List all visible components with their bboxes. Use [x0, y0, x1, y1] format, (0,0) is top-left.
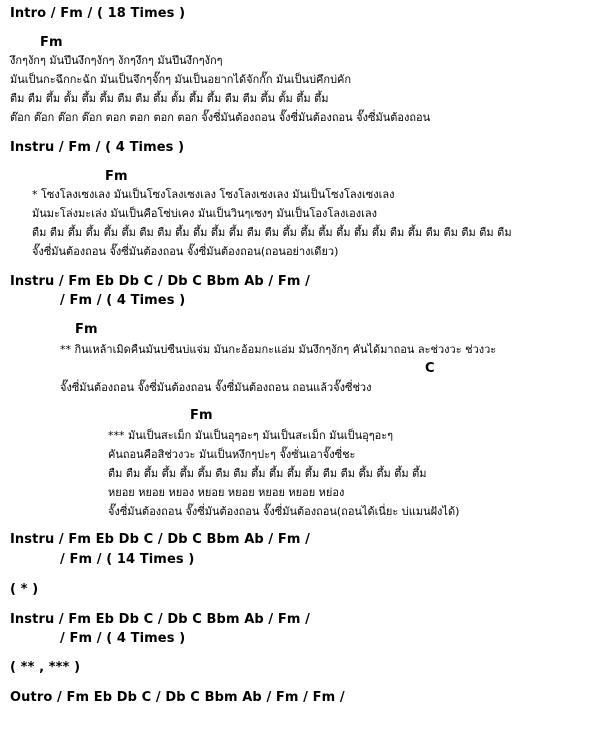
verse2-chord: Fm — [75, 322, 98, 337]
outro-line: Outro / Fm Eb Db C / Db C Bbm Ab / Fm / Fm / — [10, 690, 345, 705]
verse2-lyric-line: ** กินเหล้าเมิดคืนมันบ่ซืนบ่แจ่ม มันกะอ้อมกะแอ่ม มันงึกๆงักๆ คันได้มาถอน ละช่วงวะ ช่วงวะ — [60, 343, 497, 356]
repeat-marker: ( * ) — [10, 582, 39, 597]
instru-line-continued: / Fm / ( 4 Times ) — [60, 631, 186, 646]
instru-line-continued: / Fm / ( 14 Times ) — [60, 552, 195, 567]
verse3-lyric-line: ตืม ตืม ตึ้ม ตึ้ม ตึ้ม ตึ้ม ตืม ตืม ตึ้ม ตึ้ม ตึ้ม ตึ้ม ตืม ตืม ตึ้ม ตึ้ม ตึ้ม ตึ้ม — [108, 467, 427, 480]
intro-lyric-line: มันเป็นกะฉึกกะฉัก มันเป็นจึกๆจั๊กๆ มันเป็นอยากได้จักกั๊ก มันเป็นบ่คึกบ่คัก — [10, 73, 352, 86]
verse2-lyric-line: จั๊งซี่มันต้องถอน จั๊งซี่มันต้องถอน จั๊งซี่มันต้องถอน ถอนแล้วจั๊งซี่ช่วง — [60, 381, 372, 394]
verse3-lyric-line: จั๊งซี่มันต้องถอน จั๊งซี่มันต้องถอน จั๊งซี่มันต้องถอน(ถอนได้เนี่ยะ บ่แมนฝังได้) — [108, 505, 460, 518]
intro-lyric-line: ตืม ตืม ตึ้ม ตั้ม ตึ้ม ตึ้ม ตืม ตืม ตึ้ม ตั้ม ตึ้ม ตึ้ม ตืม ตืม ตึ้ม ตั้ม ตึ้ม ตึ้ม — [10, 92, 329, 105]
intro-lyric-line: ต๊อก ต๊อก ต๊อก ต๊อก ตอก ตอก ตอก ตอก จั๊งซี่มันต้องถอน จั๊งซี่มันต้องถอน จั๊งซี่มันต้องถอน — [10, 111, 431, 124]
verse1-lyric-line: * โซงโลงเซงเลง มันเป็นโซงโลงเซงเลง โซงโลงเซงเลง มันเป็นโซงโลงเซงเลง — [32, 188, 395, 201]
verse3-lyric-line: *** มันเป็นสะเม็ก มันเป็นอุๆอะๆ มันเป็นสะเม็ก มันเป็นอุๆอะๆ — [108, 429, 394, 442]
intro-chord: Fm — [40, 35, 63, 50]
verse2-chord-c: C — [425, 361, 435, 376]
repeat-marker: ( ** , *** ) — [10, 660, 81, 675]
verse1-lyric-line: จั๊งซี่มันต้องถอน จั๊งซี่มันต้องถอน จั๊งซี่มันต้องถอน(ถอนอย่างเดียว) — [32, 245, 339, 258]
verse1-lyric-line: ตืม ตืม ตึ้ม ตึ้ม ตึ้ม ตึ้ม ตืม ตืม ตึ้ม ตึ้ม ตึ้ม ตึ้ม ตืม ตืม ตึ้ม ตึ้ม ตึ้ม ตึ้ม ตึ้ม ตึ้ม ตืม ตึ้ม ตืม ตืม ตืม ตืม ตืม — [32, 226, 512, 239]
verse1-lyric-line: มันมะโล่งมะเล่ง มันเป็นคือโซ่บ่เคง มันเป็นวินๆเซงๆ มันเป็นโองโลงเองเลง — [32, 207, 378, 220]
intro-lyric-line: งึกๆงักๆ มันปึนงึกๆงักๆ งักๆงึกๆ มันปึนงึกๆงักๆ — [10, 54, 223, 67]
verse3-chord: Fm — [190, 408, 213, 423]
verse1-chord: Fm — [105, 169, 128, 184]
verse3-lyric-line: หยอย หยอย หยอง หยอย หยอย หยอย หยอย หย่อง — [108, 486, 345, 499]
verse3-lyric-line: คันถอนคือสิช่วงวะ มันเป็นหงึกๆปะๆ จั๊งซั่นเอาจั๊งซี่ชะ — [108, 448, 356, 461]
intro-line: Intro / Fm / ( 18 Times ) — [10, 6, 186, 21]
instru-line: Instru / Fm Eb Db C / Db C Bbm Ab / Fm / — [10, 532, 310, 547]
instru-line: Instru / Fm Eb Db C / Db C Bbm Ab / Fm / — [10, 612, 310, 627]
instru-line: Instru / Fm / ( 4 Times ) — [10, 140, 185, 155]
instru-line-continued: / Fm / ( 4 Times ) — [60, 293, 186, 308]
instru-line: Instru / Fm Eb Db C / Db C Bbm Ab / Fm / — [10, 274, 310, 289]
